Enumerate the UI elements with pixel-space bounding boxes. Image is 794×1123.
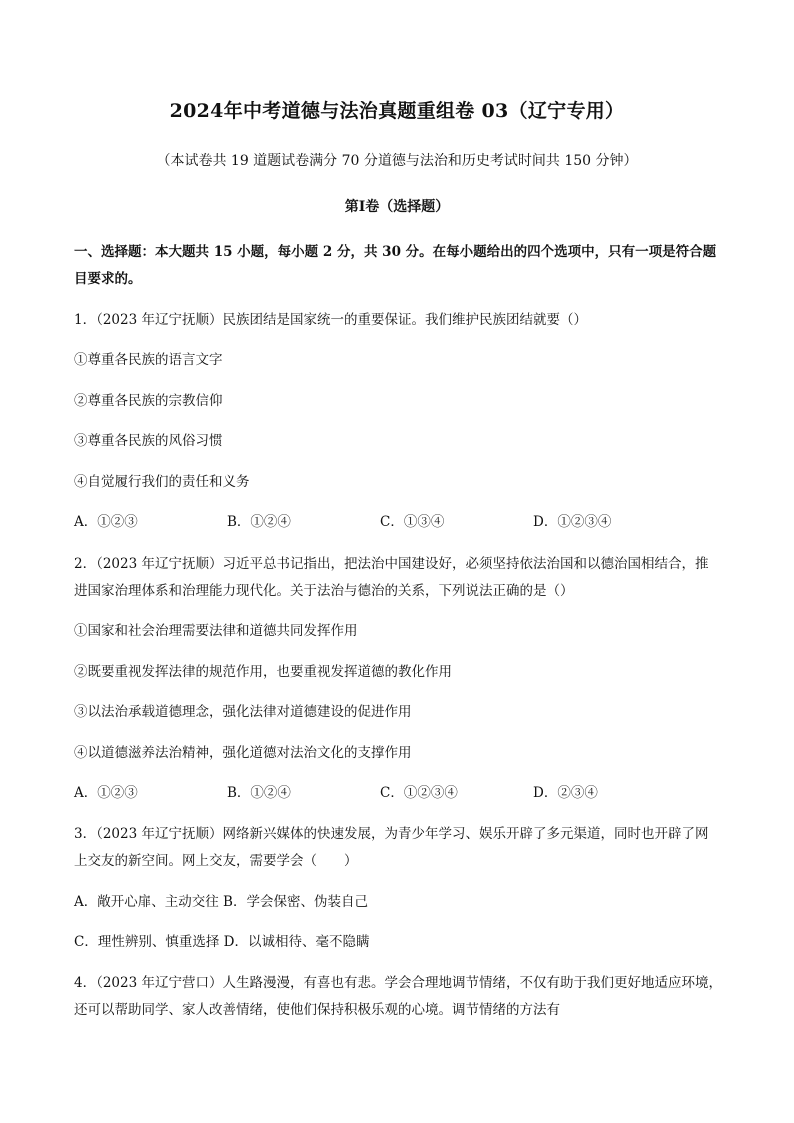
- exam-title: 2024年中考道德与法治真题重组卷 03（辽宁专用）: [169, 100, 625, 122]
- q1-option-c[interactable]: C．①③④: [380, 514, 445, 530]
- q2-option-b[interactable]: B．①②④: [227, 785, 291, 801]
- instructions-line-1: [74, 240, 716, 260]
- q2-stem-line-1: 2．（2023 年辽宁抚顺）习近平总书记指出，把法治中国建设好，必须坚持依法治国和以德治国相结合，推: [74, 556, 709, 572]
- exam-subtitle: （本试卷共 19 道题试卷满分 70 分道德与法治和历史考试时间共 150 分钟）: [156, 153, 638, 169]
- q4-stem-line-2: 还可以帮助同学、家人改善情绪，使他们保持积极乐观的心境。调节情绪的方法有: [74, 1002, 560, 1018]
- q2-option-d[interactable]: D．②③④: [533, 785, 598, 801]
- q3-stem-line-2: 上交友的新空间。网上交友，需要学会（ ）: [74, 853, 358, 869]
- q2-stem-line-2: 进国家治理体系和治理能力现代化。关于法治与德治的关系，下列说法正确的是（）: [74, 583, 574, 599]
- q2-statement-2: ②既要重视发挥法律的规范作用，也要重视发挥道德的教化作用: [74, 664, 452, 680]
- q2-option-a[interactable]: A．①②③: [74, 785, 138, 801]
- q1-stem: 1．（2023 年辽宁抚顺）民族团结是国家统一的重要保证。我们维护民族团结就要（）: [74, 312, 587, 328]
- q2-option-c[interactable]: C．①②③④: [380, 785, 458, 801]
- q2-statement-3: ③以法治承载道德理念，强化法律对道德建设的促进作用: [74, 704, 412, 720]
- q1-statement-2: ②尊重各民族的宗教信仰: [74, 393, 223, 409]
- q3-options-cd[interactable]: C．理性辨别、慎重选择 D．以诚相待、毫不隐瞒: [74, 934, 370, 950]
- q1-option-d[interactable]: D．①②③④: [533, 514, 612, 530]
- q1-option-b[interactable]: B．①②④: [227, 514, 291, 530]
- q1-option-a[interactable]: A．①②③: [74, 514, 138, 530]
- instructions-suffix: ，只有一项是符合题: [594, 244, 717, 260]
- instructions-line-2: 目要求的。: [74, 271, 142, 287]
- q4-stem-line-1: 4．（2023 年辽宁营口）人生路漫漫，有喜也有悲。学会合理地调节情绪，不仅有助于我们更好地适应环境，: [74, 975, 722, 991]
- q2-statement-4: ④以道德滋养法治精神，强化道德对法治文化的支撑作用: [74, 745, 412, 761]
- q1-statement-3: ③尊重各民族的风俗习惯: [74, 433, 223, 449]
- instructions-prefix: 一、选择题：本大题共 15 小题，每小题 2 分，共 30 分。在每小题给出的: [74, 244, 528, 260]
- instructions-bold: 四个选项中: [527, 244, 595, 260]
- q1-statement-4: ④自觉履行我们的责任和义务: [74, 474, 250, 490]
- q1-statement-1: ①尊重各民族的语言文字: [74, 352, 223, 368]
- q2-statement-1: ①国家和社会治理需要法律和道德共同发挥作用: [74, 623, 358, 639]
- q3-stem-line-1: 3．（2023 年辽宁抚顺）网络新兴媒体的快速发展，为青少年学习、娱乐开辟了多元渠道，同时也开辟了网: [74, 826, 709, 842]
- q3-options-ab[interactable]: A．敞开心扉、主动交往 B．学会保密、伪装自己: [74, 894, 368, 910]
- section-heading: 第Ⅰ卷（选择题）: [344, 199, 450, 215]
